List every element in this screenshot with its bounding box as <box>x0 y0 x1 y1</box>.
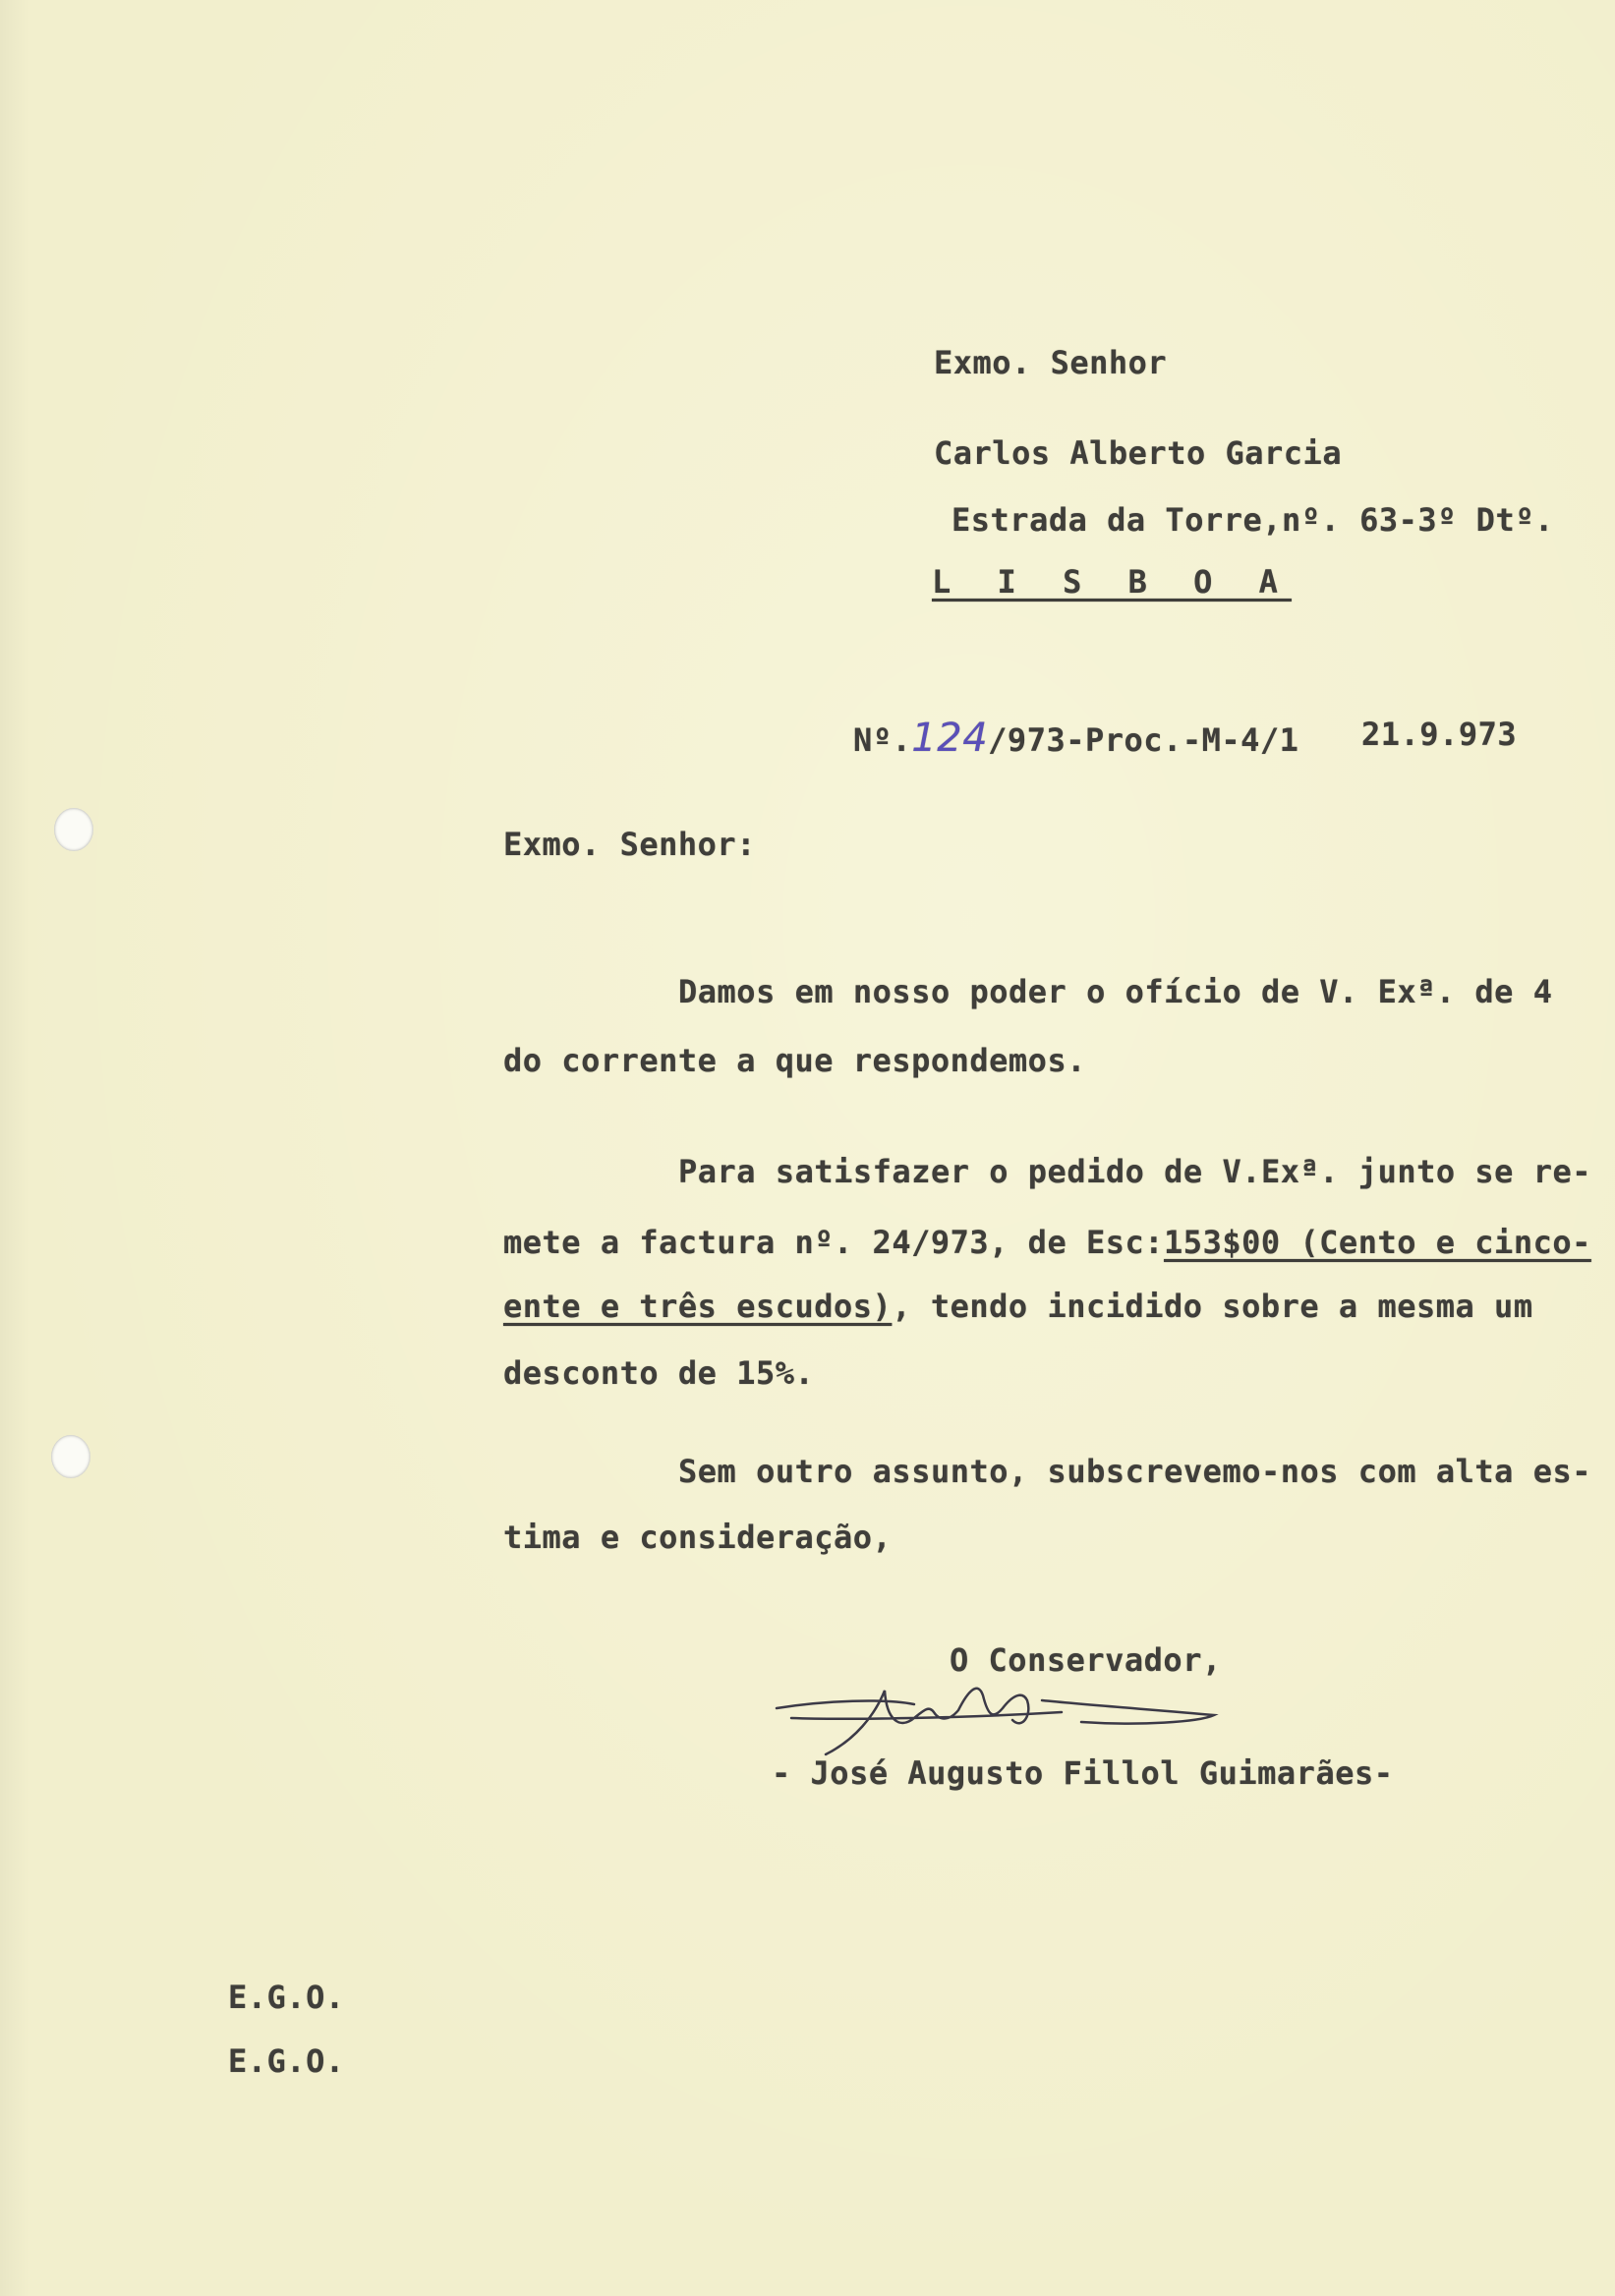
recipient-name: Carlos Alberto Garcia <box>934 434 1343 472</box>
reference-line <box>853 716 1298 761</box>
punch-hole-top <box>54 808 93 851</box>
paragraph-2-line-3-text: , tendo incidido sobre a mesma um <box>892 1288 1533 1325</box>
paragraph-2-line-3 <box>503 1288 1533 1325</box>
copy-note-1: E.G.O. <box>228 1979 345 2016</box>
reference-date: 21.9.973 <box>1361 716 1518 753</box>
paragraph-3-line-2: tima e consideração, <box>503 1519 893 1556</box>
amount-words-underlined: ente e três escudos) <box>503 1288 893 1325</box>
recipient-address: Estrada da Torre,nº. 63-3º Dtº. <box>952 501 1554 539</box>
signatory-name: - José Augusto Fillol Guimarães- <box>772 1754 1394 1792</box>
copy-note-2: E.G.O. <box>228 2042 345 2080</box>
paragraph-1-line-2: do corrente a que respondemos. <box>503 1042 1086 1079</box>
reference-suffix: /973-Proc.-M-4/1 <box>988 721 1299 759</box>
reference-prefix: Nº. <box>853 721 912 759</box>
recipient-city: L I S B O A <box>932 563 1292 601</box>
greeting: Exmo. Senhor: <box>503 826 756 863</box>
paragraph-2-line-2 <box>503 1224 1591 1261</box>
punch-hole-bottom <box>51 1435 90 1478</box>
paragraph-3-line-1: Sem outro assunto, subscrevemo-nos com alta es- <box>678 1453 1591 1490</box>
closing-title: O Conservador, <box>950 1641 1222 1679</box>
reference-handwritten-number: 124 <box>911 716 989 761</box>
paragraph-1-line-1: Damos em nosso poder o ofício de V. Exª. de 4 <box>678 973 1553 1010</box>
paragraph-2-line-1: Para satisfazer o pedido de V.Exª. junto se re- <box>678 1153 1591 1190</box>
recipient-salutation: Exmo. Senhor <box>934 344 1168 381</box>
paragraph-2-line-4: desconto de 15%. <box>503 1354 815 1392</box>
handwritten-signature <box>767 1661 1229 1769</box>
amount-underlined: 153$00 (Cento e cinco- <box>1164 1224 1591 1261</box>
paragraph-2-line-2-text: mete a factura nº. 24/973, de Esc: <box>503 1224 1165 1261</box>
